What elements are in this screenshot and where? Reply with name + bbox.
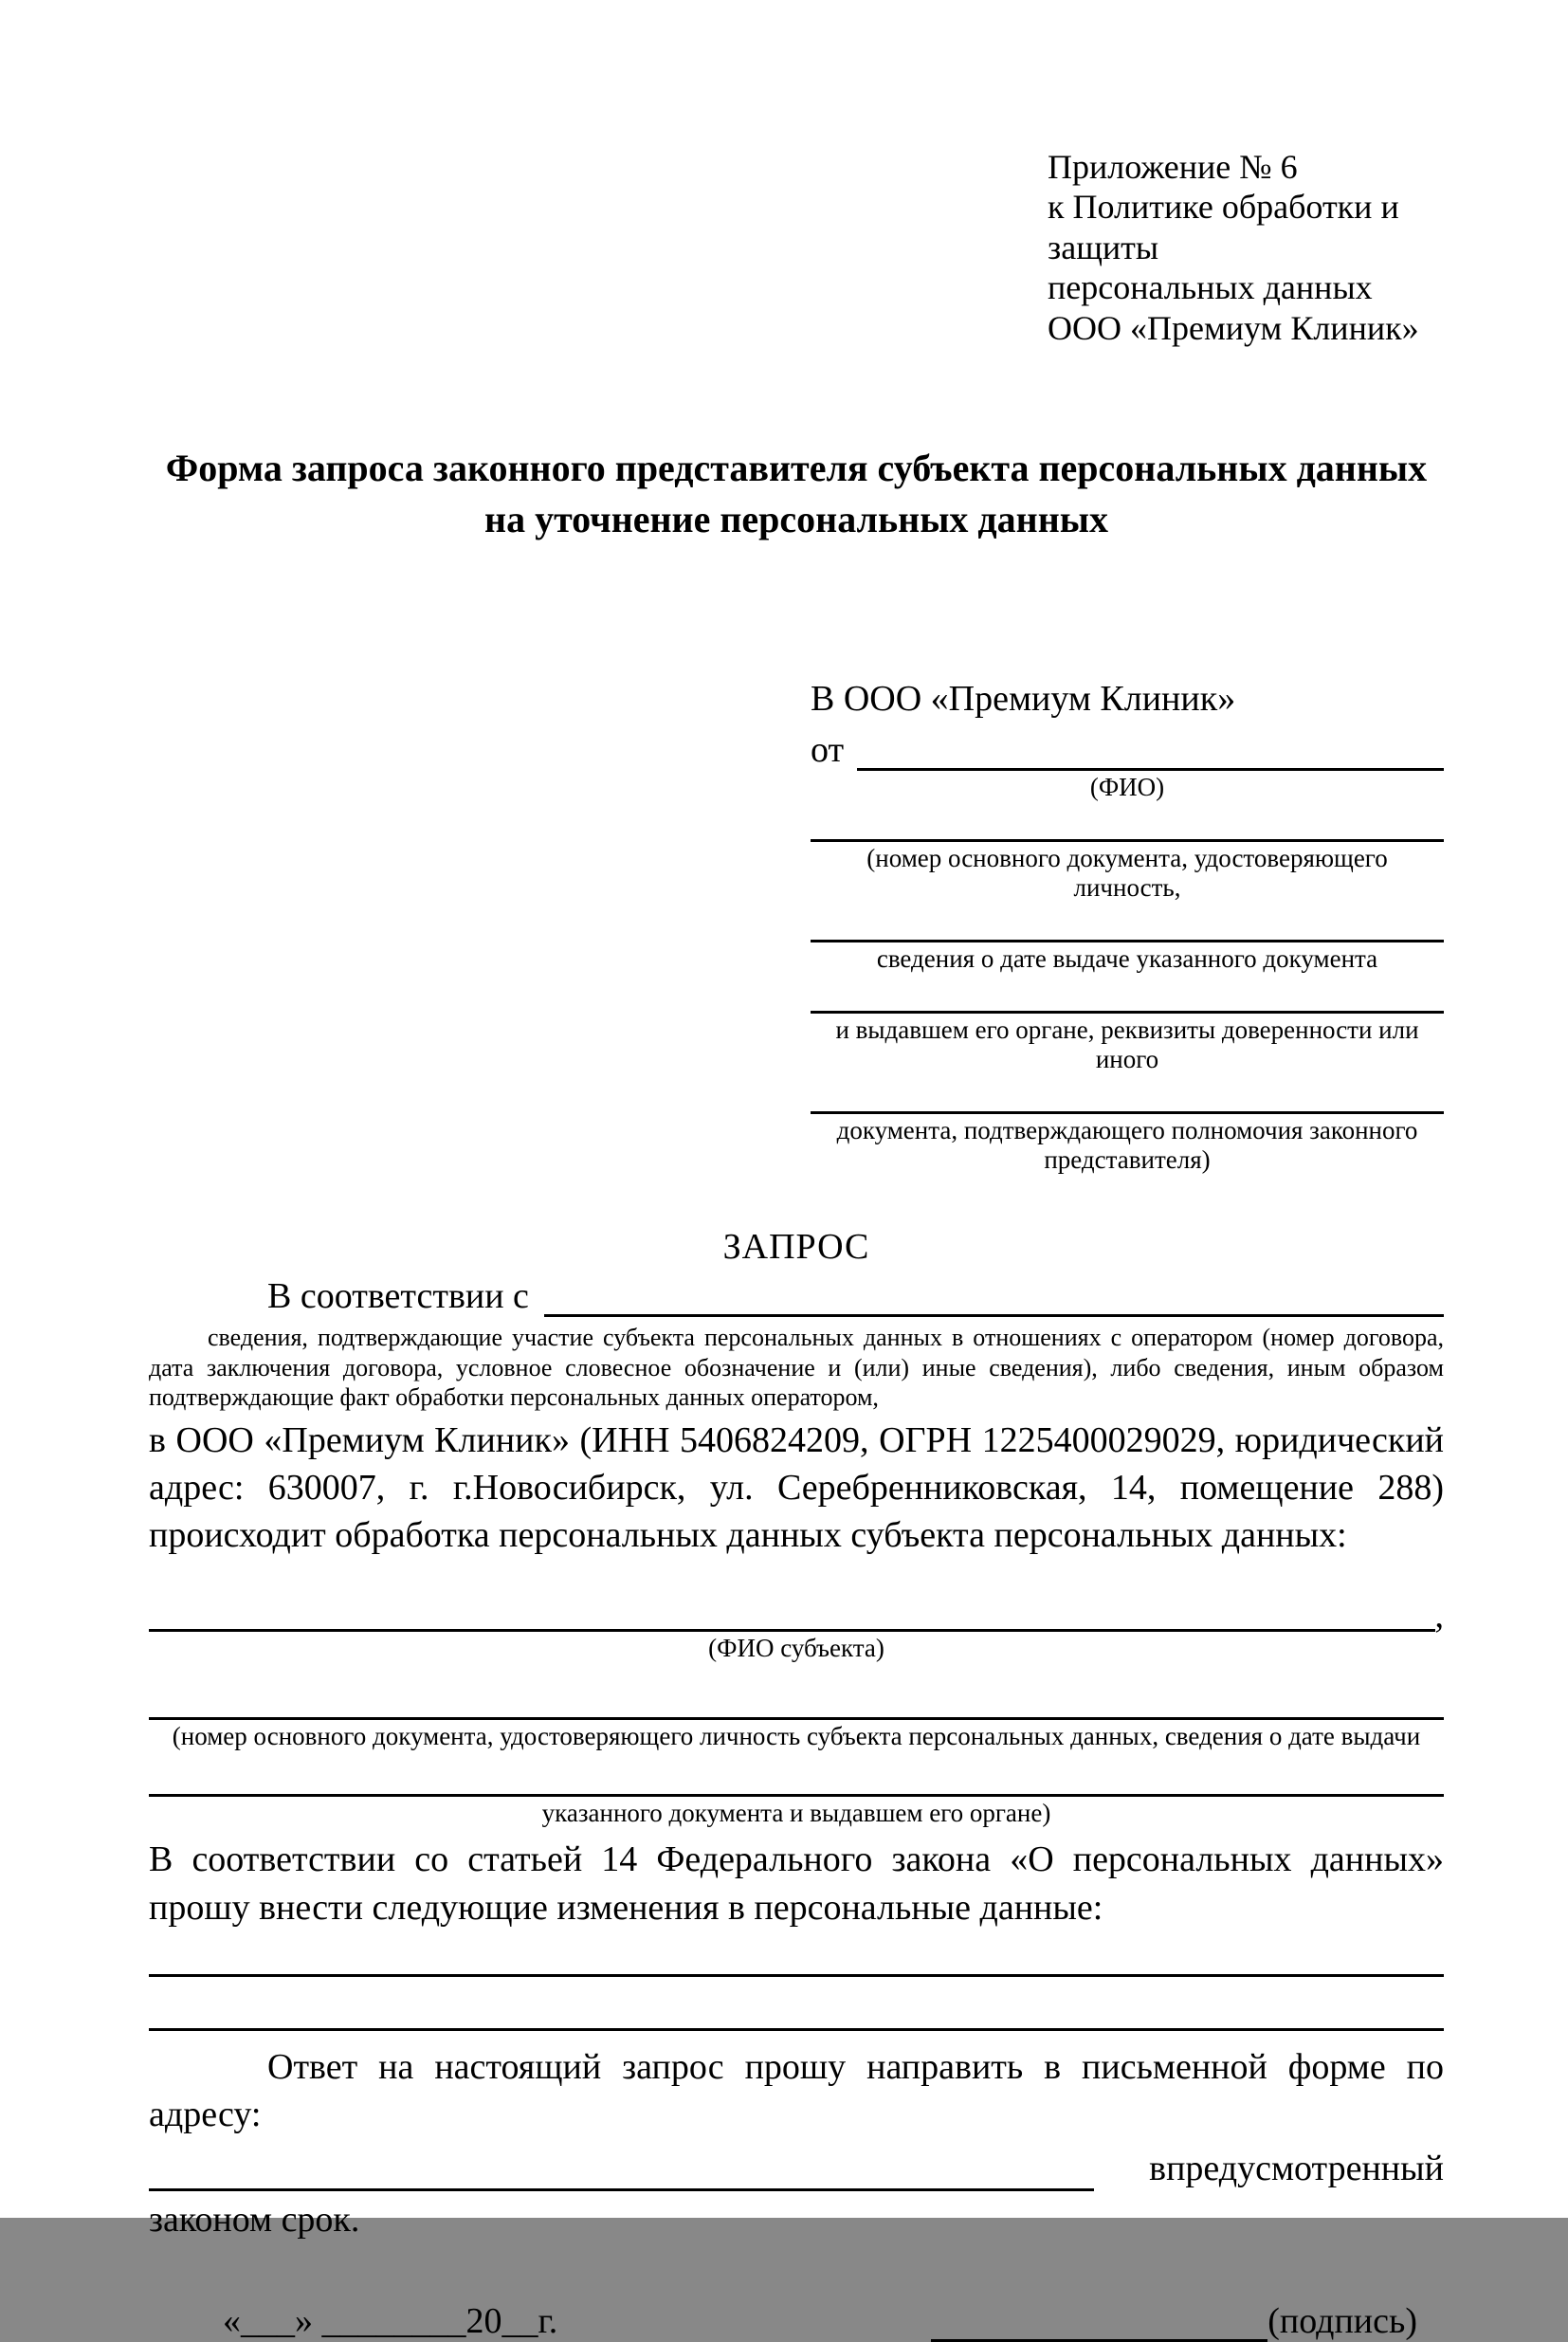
- doc-issue-date-blank-field: [811, 903, 1444, 942]
- subject-doc-issuer-blank-field: [149, 1763, 1444, 1797]
- operator-paragraph: в ООО «Премиум Клиник» (ИНН 5406824209, ОГРН 1225400029029, юридический адрес: 630007, г. г.Новосибирск, ул. Серебренниковская, 14, помещение 288) происходит обработка персональных данных субъекта персональных данных:: [149, 1420, 1444, 1556]
- response-tail-word-2: предусмотренный: [1166, 2149, 1444, 2189]
- response-end-text: законом срок.: [149, 2199, 360, 2240]
- appendix-line: ООО «Премиум Клиник»: [1048, 308, 1419, 347]
- signature-caption: (подпись): [1267, 2301, 1417, 2342]
- response-tail-word-1: в: [1149, 2149, 1167, 2189]
- date-signature-row: [149, 2300, 1444, 2342]
- from-blank-field: [857, 768, 1444, 771]
- addressee-to: В ООО «Премиум Клиник»: [811, 679, 1236, 720]
- appendix-line: персональных данных: [1048, 268, 1373, 307]
- appendix-line: к Политике обработки и защиты: [1048, 188, 1399, 266]
- authority-doc-blank-field: [811, 1074, 1444, 1114]
- changes-blank-field-1: [149, 1974, 1444, 1977]
- appendix-line: Приложение № 6: [1048, 148, 1298, 186]
- response-address-blank-field: [149, 2188, 1094, 2191]
- issuing-authority-blank-field: [811, 974, 1444, 1014]
- accordance-row: [149, 1277, 1444, 1317]
- document-title-line1: Форма запроса законного представителя субъекта персональных данных: [165, 447, 1428, 490]
- accordance-footnote: сведения, подтверждающие участие субъекта персональных данных в отношениях с оператором (номер договора, дата заключения договора, условное словесное обозначение и (или) иные сведения), либо сведения, иным образом подтверждающие факт обработки персональных данных оператором,: [149, 1323, 1444, 1412]
- subject-doc-caption-line1: (номер основного документа, удостоверяющего личность субъекта персональных данных, сведения о дате выдачи: [172, 1721, 1421, 1750]
- trailing-comma: ,: [1434, 1595, 1444, 1636]
- issuing-authority-caption: и выдавшем его органе, реквизиты доверенности или иного: [835, 1015, 1419, 1073]
- subject-fio-row: [149, 1595, 1444, 1636]
- subject-doc-caption-line2: указанного документа и выдавшем его органе): [541, 1798, 1051, 1827]
- article14-paragraph: В соответствии со статьей 14 Федерального закона «О персональных данных» прошу внести следующие изменения в персональные данные:: [149, 1839, 1444, 1929]
- request-heading: ЗАПРОС: [722, 1227, 870, 1268]
- authority-doc-caption: документа, подтверждающего полномочия законного представителя): [836, 1116, 1418, 1175]
- appendix-reference: [1048, 147, 1444, 348]
- addressee-from-row: [811, 731, 1444, 771]
- document-title-line2: на уточнение персональных данных: [484, 498, 1108, 541]
- representative-doc-caption: (номер основного документа, удостоверяющего личность,: [866, 843, 1388, 902]
- fio-caption: (ФИО): [1089, 772, 1165, 801]
- changes-blank-field-2: [149, 2028, 1444, 2031]
- from-label: от: [811, 729, 845, 770]
- accordance-blank-field: [544, 1314, 1444, 1317]
- addressee-block: [811, 678, 1444, 1175]
- response-address-row: [149, 2148, 1444, 2191]
- response-paragraph: Ответ на настоящий запрос прошу направить в письменной форме по адресу:: [149, 2047, 1444, 2134]
- date-blank-text: «___» ________20__г.: [223, 2301, 558, 2342]
- accordance-label: В соответствии с: [267, 1276, 529, 1317]
- representative-doc-blank-field: [811, 802, 1444, 842]
- subject-fio-caption: (ФИО субъекта): [708, 1633, 884, 1662]
- subject-doc-blank-field: [149, 1686, 1444, 1720]
- signature-group: [931, 2300, 1417, 2342]
- doc-issue-date-caption: сведения о дате выдаче указанного документа: [876, 943, 1378, 973]
- document-title: [149, 443, 1444, 545]
- subject-fio-blank-field: [149, 1629, 1435, 1632]
